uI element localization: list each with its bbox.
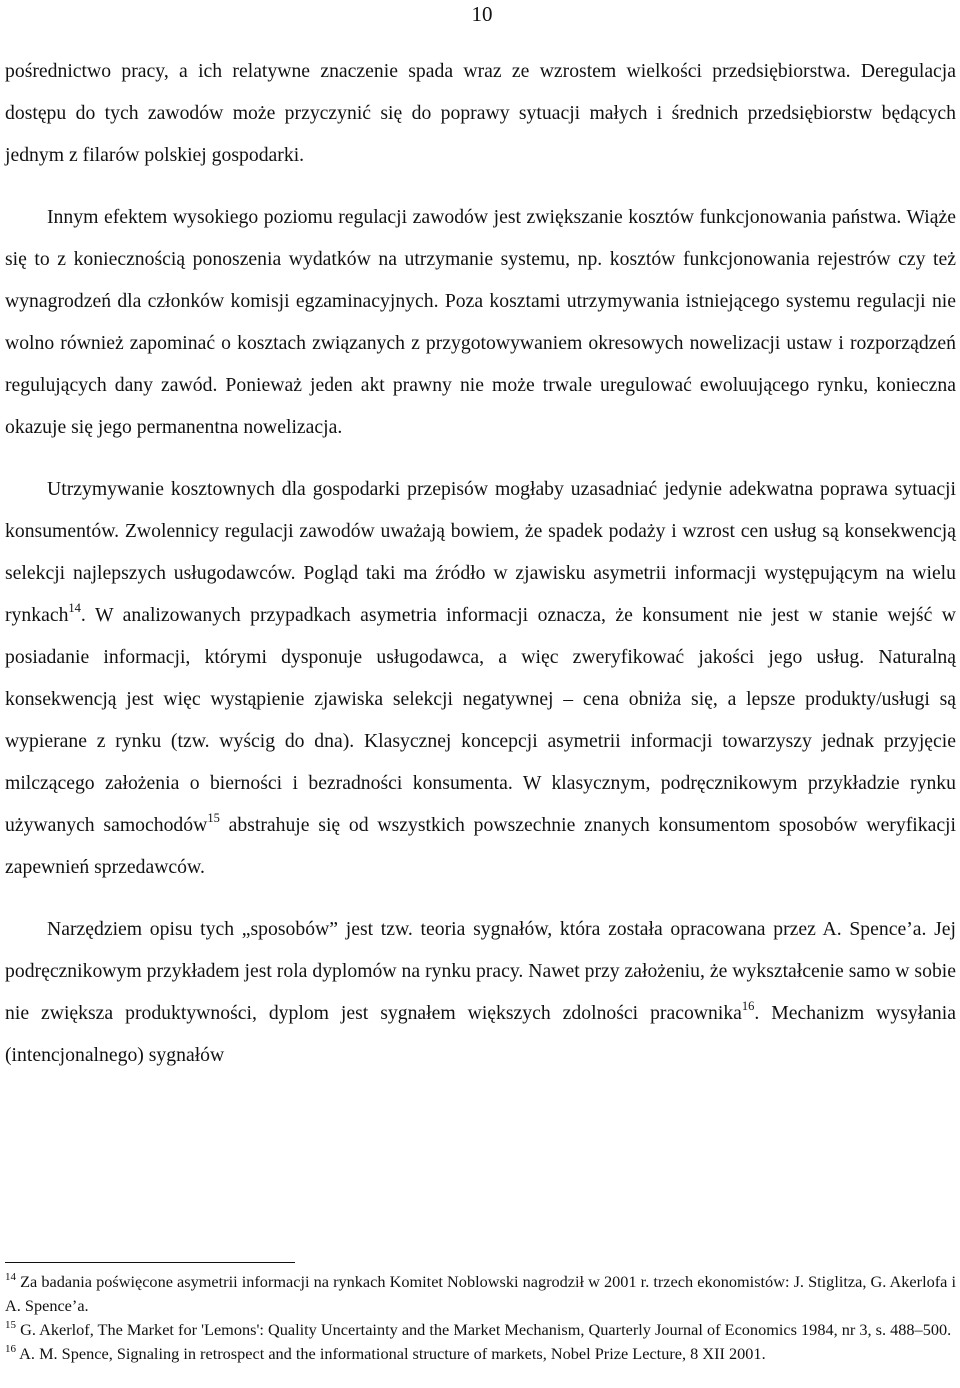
- paragraph-2-text: Innym efektem wysokiego poziomu regulacji zawodów jest zwiększanie kosztów funkcjonowania państwa. Wiąże się to z koniecznością ponoszenia wydatków na utrzymanie systemu, np. kosztów funkcjonowania rejestrów czy też wynagrodzeń dla członków komisji egzaminacyjnych. Poza kosztami utrzymywania istniejącego systemu regulacji nie wolno również zapominać o kosztach związanych z przygotowywaniem okresowych nowelizacji ustaw i rozporządzeń regulujących dany zawód. Ponieważ jeden akt prawny nie może trwale uregulować ewoluującego rynku, konieczna okazuje się jego permanentna nowelizacja.: [5, 206, 956, 438]
- paragraph-4: [5, 908, 956, 1076]
- footnote-15: [5, 1318, 956, 1342]
- paragraph-4-text-a: Narzędziem opisu tych „sposobów” jest tzw. teoria sygnałów, która została opracowana przez A. Spence’a. Jej podręcznikowym przykładem jest rola dyplomów na rynku pracy. Nawet przy założeniu, że wykształcenie samo w sobie nie zwiększa produktywności, dyplom jest sygnałem większych zdolności pracownika: [5, 918, 956, 1024]
- footnote-14: [5, 1270, 956, 1318]
- paragraph-3-text-c: abstrahuje się od wszystkich powszechnie znanych konsumentom sposobów weryfikacji zapewnień sprzedawców.: [5, 814, 956, 878]
- footnote-number-14: 14: [5, 1271, 16, 1283]
- page-number: 10: [471, 2, 493, 26]
- body-text: [5, 50, 956, 1076]
- paragraph-1: [5, 50, 956, 176]
- footnote-number-16: 16: [5, 1343, 16, 1355]
- footnote-ref-16[interactable]: 16: [741, 999, 755, 1013]
- paragraph-4-text-b: . Mechanizm wysyłania (intencjonalnego) sygnałów: [5, 1002, 956, 1066]
- footnote-16-text: A. M. Spence, Signaling in retrospect and the informational structure of markets, Nobel Prize Lecture, 8 XII 2001.: [16, 1344, 766, 1363]
- paragraph-3-text-a: Utrzymywanie kosztownych dla gospodarki przepisów mogłaby uzasadniać jedynie adekwatna poprawa sytuacji konsumentów. Zwolennicy regulacji zawodów uważają bowiem, że spadek podaży i wzrost cen usług są konsekwencją selekcji najlepszych usługodawców. Pogląd taki ma źródło w zjawisku asymetrii informacji występującym na wielu rynkach: [5, 478, 956, 626]
- paragraph-3: [5, 468, 956, 888]
- footnote-ref-15[interactable]: 15: [207, 811, 220, 825]
- footnote-16: [5, 1342, 956, 1366]
- footnotes: [5, 1270, 956, 1366]
- footnote-number-15: 15: [5, 1319, 16, 1331]
- paragraph-1-text: pośrednictwo pracy, a ich relatywne znaczenie spada wraz ze wzrostem wielkości przedsiębiorstwa. Deregulacja dostępu do tych zawodów może przyczynić się do poprawy sytuacji małych i średnich przedsiębiorstw będących jednym z filarów polskiej gospodarki.: [5, 60, 956, 166]
- footnote-15-text: G. Akerlof, The Market for 'Lemons': Quality Uncertainty and the Market Mechanism, Quarterly Journal of Economics 1984, nr 3, s. 488–500.: [16, 1320, 952, 1339]
- footnote-14-text: Za badania poświęcone asymetrii informacji na rynkach Komitet Noblowski nagrodził w 2001 r. trzech ekonomistów: J. Stiglitza, G. Akerlofa i A. Spence’a.: [5, 1272, 956, 1315]
- paragraph-3-text-b: . W analizowanych przypadkach asymetria informacji oznacza, że konsument nie jest w stanie wejść w posiadanie informacji, którymi dysponuje usługodawca, a więc zweryfikować jakości jego usług. Naturalną konsekwencją jest więc wystąpienie zjawiska selekcji negatywnej – cena obniża się, a lepsze produkty/usługi są wypierane z rynku (tzw. wyścig do dna). Klasycznej koncepcji asymetrii informacji towarzyszy jednak przyjęcie milczącego założenia o bierności i bezradności konsumenta. W klasycznym, podręcznikowym przykładzie rynku używanych samochodów: [5, 604, 956, 836]
- footnote-ref-14[interactable]: 14: [68, 601, 81, 615]
- paragraph-2: [5, 196, 956, 448]
- footnote-divider: [5, 1262, 295, 1263]
